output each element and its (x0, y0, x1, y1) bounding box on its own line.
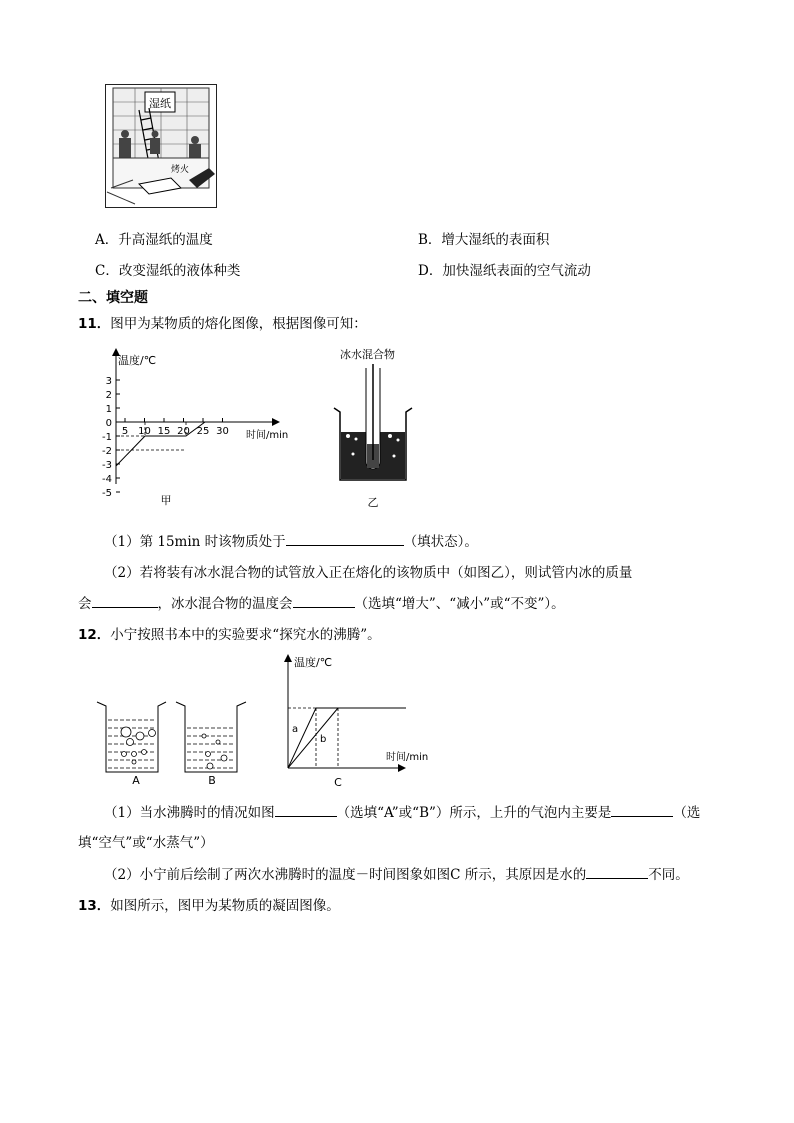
q11-p2-text-c: （选填“增大”、“减小”或“不变”）。 (354, 596, 565, 612)
c-xlabel: 时间/min (386, 752, 429, 763)
q12-p1-text-a: （1）当水沸腾时的情况如图 (104, 805, 275, 821)
q12-p1-text-b: （选填“A”或“B”）所示，上升的气泡内主要是 (336, 805, 612, 821)
jia-curve (116, 422, 228, 466)
q10-illustration (105, 84, 217, 208)
line-b-label: b (320, 734, 327, 745)
jia-ytick: 1 (105, 404, 112, 415)
q12-p1-text-c: （选 (673, 805, 701, 821)
q12-p2-text-b: 不同。 (648, 867, 689, 883)
option-d: D．加快湿纸表面的空气流动 (418, 263, 591, 279)
option-b: B．增大湿纸的表面积 (418, 232, 550, 248)
q11-part2-line1: （2）若将装有冰水混合物的试管放入正在熔化的该物质中（如图乙），则试管内冰的质量 (104, 565, 633, 581)
q12-blank-1[interactable] (275, 802, 337, 817)
q12-part2 (104, 863, 689, 883)
jia-ytick: 2 (105, 390, 112, 401)
jia-ytick: -2 (102, 446, 112, 457)
q13-number: 13． (78, 898, 111, 914)
option-c: C．改变湿纸的液体种类 (95, 263, 241, 279)
q13-stem-text: 如图所示，图甲为某物质的凝固图像。 (110, 898, 340, 914)
line-b (288, 708, 338, 768)
q11-p1-tail: （填状态）。 (403, 534, 478, 550)
graph-c-label: C (334, 776, 342, 789)
jia-caption: 甲 (160, 494, 172, 507)
jia-xtick: 15 (157, 426, 171, 437)
beaker-b-label: B (208, 774, 216, 787)
jia-ytick: 3 (105, 376, 112, 387)
q12-part1-line2: 填“空气”或“水蒸气”） (78, 835, 214, 851)
c-ylabel: 温度/℃ (294, 656, 333, 669)
q11-figure-yi (328, 344, 418, 510)
q11-p1-text: （1）第 15min 时该物质处于 (104, 534, 286, 550)
q11-p2-text-b: ，冰水混合物的温度会 (157, 596, 293, 612)
jia-ytick: -1 (102, 432, 112, 443)
q11-number: 11． (78, 316, 111, 332)
yi-label: 冰水混合物 (340, 348, 395, 361)
q11-stem (78, 312, 367, 332)
jia-xtick: 30 (216, 426, 229, 437)
q12-blank-2[interactable] (611, 802, 673, 817)
q13-stem (78, 894, 340, 914)
q12-p2-text-a: （2）小宁前后绘制了两次水沸腾时的温度－时间图象如图C 所示，其原因是水的 (104, 867, 587, 883)
q11-p2-text-a: 会 (78, 596, 92, 612)
line-a (288, 708, 316, 768)
jia-ytick: -4 (102, 474, 112, 485)
q11-part2-line2 (78, 592, 565, 612)
q12-part1-line1 (104, 801, 700, 821)
q12-number: 12． (78, 627, 111, 643)
q12-beakers (94, 698, 254, 790)
jia-xtick: 10 (138, 426, 151, 437)
q11-blank-3[interactable] (293, 593, 355, 608)
option-a: A．升高湿纸的温度 (95, 232, 213, 248)
jia-xtick: 5 (121, 426, 129, 437)
q12-stem (78, 623, 381, 643)
jia-ylabel: 温度/℃ (118, 354, 157, 367)
q12-blank-3[interactable] (586, 864, 648, 879)
jia-xlabel: 时间/min (246, 430, 289, 441)
q11-blank-2[interactable] (92, 593, 158, 608)
q11-part1 (104, 530, 478, 550)
q12-graph-c (278, 652, 448, 792)
jia-ytick: -3 (102, 460, 112, 471)
jia-xtick: 25 (196, 426, 210, 437)
jia-ytick: 0 (105, 418, 112, 429)
jia-ytick: -5 (102, 488, 112, 499)
beaker-a-label: A (132, 774, 140, 787)
q11-blank-1[interactable] (286, 531, 404, 546)
paper-label: 湿纸 (149, 97, 171, 110)
line-a-label: a (292, 724, 299, 735)
jia-xtick: 20 (177, 426, 190, 437)
yi-caption: 乙 (367, 496, 379, 509)
q11-figure-jia (88, 346, 308, 510)
q12-stem-text: 小宁按照书本中的实验要求“探究水的沸腾”。 (110, 627, 381, 643)
q11-stem-text: 图甲为某物质的熔化图像，根据图像可知： (110, 316, 367, 332)
fire-label: 烤火 (171, 165, 190, 175)
section-heading: 二、填空题 (78, 290, 148, 306)
